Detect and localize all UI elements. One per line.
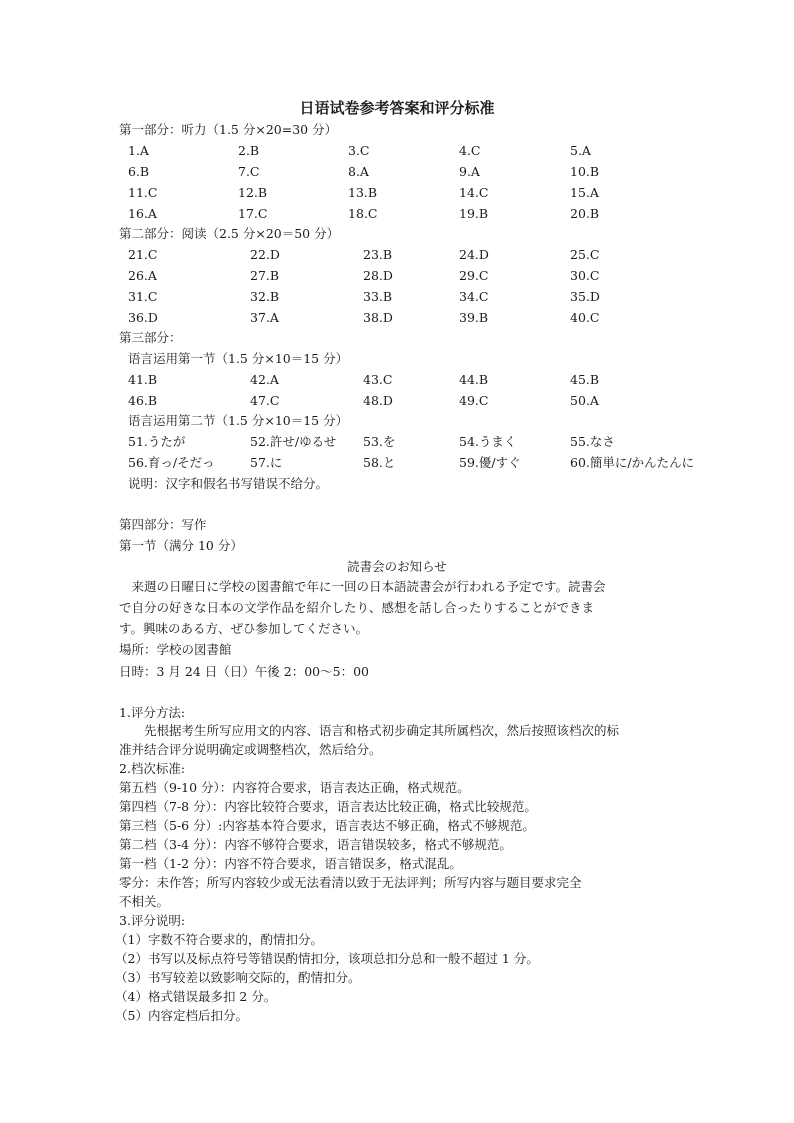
answer-item: 58.と xyxy=(363,455,396,470)
answer-item: 55.なさ xyxy=(570,434,615,449)
part3-section1-heading: 语言运用第一节（1.5 分×10＝15 分） xyxy=(128,351,349,366)
scoring-notes-heading: 3.评分说明: xyxy=(119,913,186,928)
answer-item: 16.A xyxy=(128,206,157,221)
level-item: 第五档（9-10 分）：内容符合要求，语言表达正确，格式规范。 xyxy=(119,780,470,795)
part1-heading: 第一部分：听力（1.5 分×20=30 分） xyxy=(119,122,338,137)
part3-section2-heading: 语言运用第二节（1.5 分×10＝15 分） xyxy=(128,413,349,428)
level-item: 第三档（5-6 分）:内容基本符合要求，语言表达不够正确，格式不够规范。 xyxy=(119,818,535,833)
part3-heading: 第三部分： xyxy=(119,330,182,345)
level-item: 第四档（7-8 分）：内容比较符合要求，语言表达比较正确，格式比较规范。 xyxy=(119,799,537,814)
answer-item: 31.C xyxy=(128,289,158,304)
answer-item: 36.D xyxy=(128,310,158,325)
method-line: 先根据考生所写应用文的内容、语言和格式初步确定其所属档次，然后按照该档次的标 xyxy=(144,723,620,738)
page-title: 日语试卷参考答案和评分标准 xyxy=(299,99,495,117)
answer-item: 56.育っ/そだっ xyxy=(128,455,215,470)
scoring-method-heading: 1.评分方法: xyxy=(119,705,186,720)
answer-item: 44.B xyxy=(459,372,489,387)
level-item: 第二档（3-4 分）：内容不够符合要求，语言错误较多，格式不够规范。 xyxy=(119,837,512,852)
answer-item: 9.A xyxy=(459,164,480,179)
answer-item: 49.C xyxy=(459,393,489,408)
essay-place: 場所：学校の図書館 xyxy=(119,642,232,657)
answer-item: 19.B xyxy=(459,206,489,221)
answer-item: 13.B xyxy=(348,185,378,200)
answer-item: 12.B xyxy=(238,185,268,200)
answer-item: 20.B xyxy=(570,206,600,221)
answer-item: 47.C xyxy=(250,393,280,408)
answer-item: 60.簡単に/かんたんに xyxy=(570,455,695,470)
answer-item: 4.C xyxy=(459,143,481,158)
note-item: （1）字数不符合要求的，酌情扣分。 xyxy=(115,932,323,947)
answer-item: 54.うまく xyxy=(459,434,517,449)
answer-item: 10.B xyxy=(570,164,600,179)
scoring-method-body xyxy=(119,721,679,759)
note-item: （2）书写以及标点符号等错误酌情扣分，该项总扣分总和一般不超过 1 分。 xyxy=(115,951,539,966)
answer-item: 23.B xyxy=(363,247,393,262)
answer-item: 41.B xyxy=(128,372,158,387)
essay-line: す。興味のある方、ぜひ参加してください。 xyxy=(119,621,369,636)
essay-body xyxy=(119,576,659,639)
answer-item: 32.B xyxy=(250,289,280,304)
answer-item: 25.C xyxy=(570,247,600,262)
essay-title: 読書会のお知らせ xyxy=(347,559,447,574)
answer-item: 46.B xyxy=(128,393,158,408)
answer-item: 17.C xyxy=(238,206,268,221)
answer-item: 22.D xyxy=(250,247,280,262)
answer-item: 1.A xyxy=(128,143,149,158)
essay-datetime: 日時：3 月 24 日（日）午後 2：00～5：00 xyxy=(119,664,369,679)
method-line: 准并结合评分说明确定或调整档次，然后给分。 xyxy=(119,742,382,757)
answer-item: 29.C xyxy=(459,268,489,283)
level-item: 第一档（1-2 分）：内容不符合要求，语言错误多，格式混乱。 xyxy=(119,856,462,871)
part4-section-heading: 第一节（满分 10 分） xyxy=(119,538,243,553)
answer-item: 45.B xyxy=(570,372,600,387)
answer-item: 15.A xyxy=(570,185,599,200)
answer-item: 28.D xyxy=(363,268,393,283)
answer-item: 21.C xyxy=(128,247,158,262)
answer-item: 27.B xyxy=(250,268,280,283)
level-item: 不相关。 xyxy=(119,894,170,909)
answer-item: 6.B xyxy=(128,164,150,179)
essay-line: 来週の日曜日に学校の図書館で年に一回の日本語読書会が行われる予定です。読書会 xyxy=(131,579,606,594)
answer-item: 3.C xyxy=(348,143,370,158)
answer-item: 18.C xyxy=(348,206,378,221)
part2-heading: 第二部分：阅读（2.5 分×20＝50 分） xyxy=(119,226,340,241)
answer-item: 24.D xyxy=(459,247,489,262)
essay-line: で自分の好きな日本の文学作品を紹介したり、感想を話し合ったりすることができま xyxy=(119,600,595,615)
answer-item: 7.C xyxy=(238,164,260,179)
note-item: （3）书写较差以致影响交际的，酌情扣分。 xyxy=(115,970,361,985)
answer-item: 26.A xyxy=(128,268,157,283)
answer-item: 33.B xyxy=(363,289,393,304)
part4-heading: 第四部分：写作 xyxy=(119,517,207,532)
answer-item: 35.D xyxy=(570,289,600,304)
part3-note: 说明：汉字和假名书写错误不给分。 xyxy=(128,476,329,491)
answer-item: 51.うたが xyxy=(128,434,186,449)
answer-item: 53.を xyxy=(363,434,396,449)
answer-item: 8.A xyxy=(348,164,369,179)
answer-item: 48.D xyxy=(363,393,393,408)
answer-item: 59.優/すぐ xyxy=(459,455,521,470)
answer-item: 2.B xyxy=(238,143,260,158)
answer-item: 42.A xyxy=(250,372,279,387)
answer-item: 14.C xyxy=(459,185,489,200)
answer-item: 52.許せ/ゆるせ xyxy=(250,434,337,449)
answer-item: 30.C xyxy=(570,268,600,283)
answer-item: 39.B xyxy=(459,310,489,325)
answer-item: 50.A xyxy=(570,393,599,408)
answer-item: 34.C xyxy=(459,289,489,304)
answer-item: 11.C xyxy=(128,185,158,200)
answer-item: 5.A xyxy=(570,143,591,158)
answer-item: 37.A xyxy=(250,310,279,325)
answer-item: 43.C xyxy=(363,372,393,387)
note-item: （5）内容定档后扣分。 xyxy=(115,1008,248,1023)
answer-item: 38.D xyxy=(363,310,393,325)
answer-item: 40.C xyxy=(570,310,600,325)
scoring-levels-heading: 2.档次标准: xyxy=(119,761,186,776)
answer-item: 57.に xyxy=(250,455,283,470)
note-item: （4）格式错误最多扣 2 分。 xyxy=(115,989,277,1004)
level-item: 零分：未作答；所写内容较少或无法看清以致于无法评判；所写内容与题目要求完全 xyxy=(119,875,582,890)
